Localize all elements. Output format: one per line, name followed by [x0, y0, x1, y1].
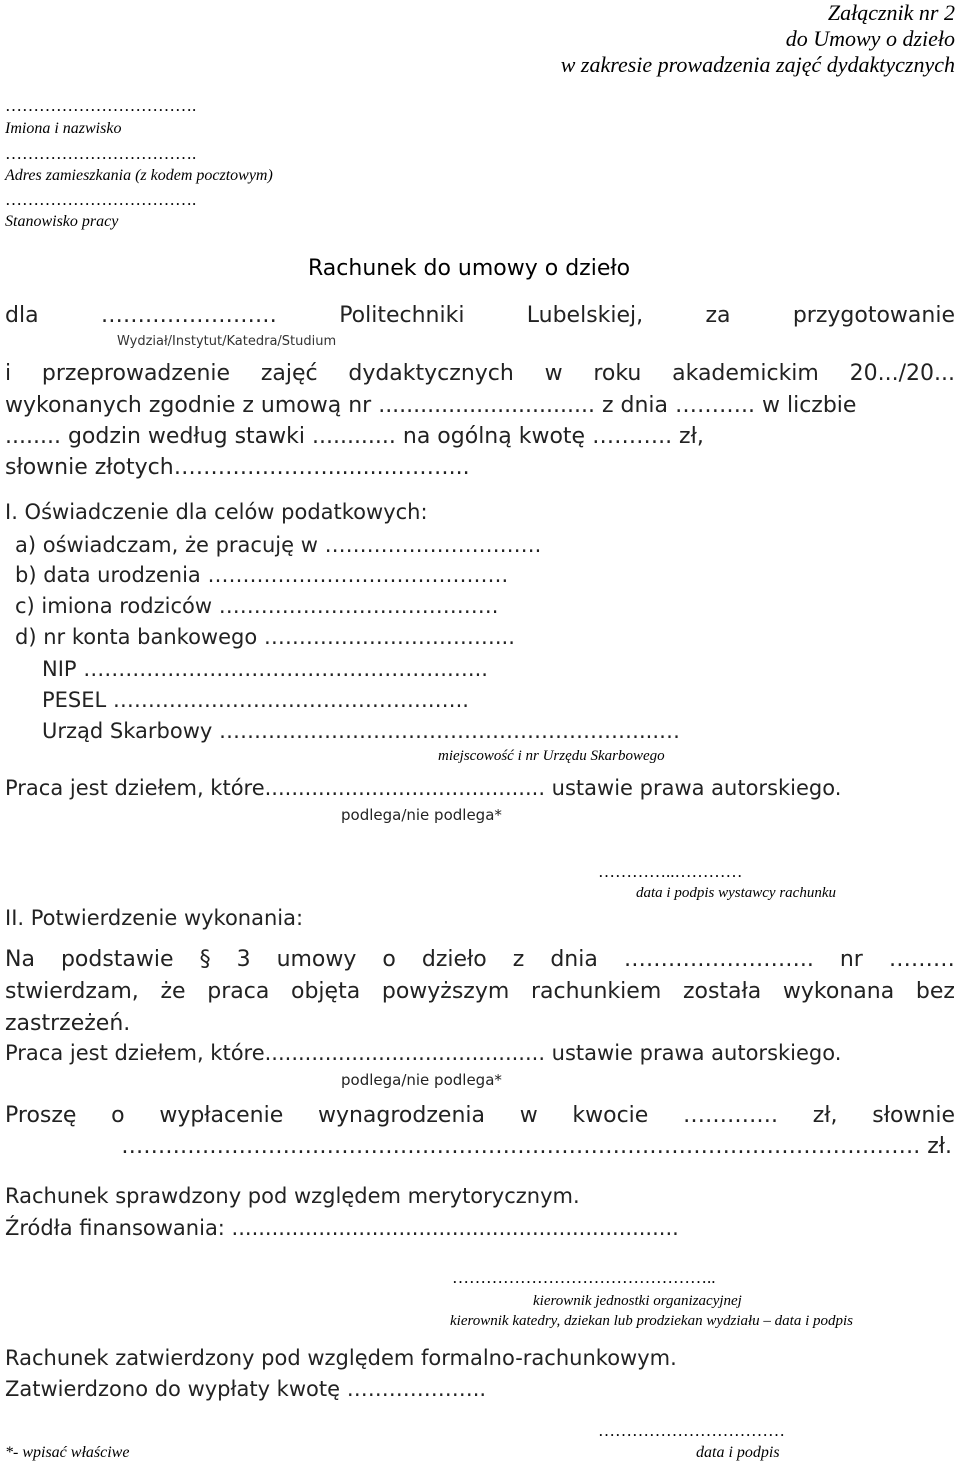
section-2-applies-label: podlega/nie podlega* [341, 1071, 502, 1089]
s2-word: powyższym [381, 979, 510, 1004]
formal-approval-line: Rachunek zatwierdzony pod względem formalno-rachunkowym. [5, 1346, 677, 1370]
intro-line-1 [5, 303, 955, 328]
s2-word: dnia [550, 947, 598, 972]
s2-word: wynagrodzenia [317, 1103, 485, 1128]
s2-word: stwierdzam, [5, 979, 139, 1004]
intro-year: 20.../20... [849, 361, 955, 386]
name-dots: ……………………………. [5, 96, 197, 115]
manager-sign-label-2: kierownik katedry, dziekan lub prodziekan wydziału – data i podpis [450, 1313, 854, 1329]
intro-word: zajęć [260, 361, 318, 386]
s2-word: o [111, 1103, 125, 1128]
s2-word: bez [915, 979, 955, 1004]
section-1-item-b: b) data urodzenia ……………………………………. [15, 563, 509, 587]
s2-word: wypłacenie [159, 1103, 284, 1128]
intro-word: Politechniki [339, 303, 465, 328]
department-label: Wydział/Instytut/Katedra/Studium [117, 334, 337, 349]
annex-line-1: Załącznik nr 2 [827, 0, 955, 25]
s2-dots: …………. [683, 1103, 779, 1128]
section-1-item-d: d) nr konta bankowego ……………………………... [15, 625, 515, 649]
s2-word: o [382, 947, 396, 972]
section-1-item-c: c) imiona rodziców …………………………………. [15, 594, 499, 618]
s2-word: z [512, 947, 525, 972]
s2-word: § [199, 947, 211, 972]
annex-line-3: w zakresie prowadzenia zajęć dydaktycznych [560, 52, 955, 77]
intro-line-4: ........ godzin według stawki ............ na ogólną kwotę ……….. zł, [5, 424, 704, 449]
merit-check-line: Rachunek sprawdzony pod względem merytorycznym. [5, 1184, 580, 1208]
section-2-copyright: Praca jest dziełem, które.......................................... ustawie prawa autorskiego. [5, 1041, 842, 1065]
intro-word: przygotowanie [792, 303, 955, 328]
s2-word: że [160, 979, 186, 1004]
intro-word: dla [5, 303, 39, 328]
section-2-line-2 [5, 979, 955, 1004]
s2-word: Proszę [5, 1103, 77, 1128]
section-1-tax-office: Urząd Skarbowy ……………………………………………………...… [42, 719, 681, 743]
s2-word: Na [5, 947, 35, 972]
s2-word: została [682, 979, 762, 1004]
s2-word: dzieło [421, 947, 487, 972]
section-2-line-3: zastrzeżeń. [5, 1011, 131, 1036]
intro-word: dydaktycznych [348, 361, 514, 386]
intro-word: Lubelskiej, [526, 303, 644, 328]
manager-sign-label-1: kierownik jednostki organizacyjnej [533, 1293, 742, 1309]
s2-dots: …………………….. [623, 947, 814, 972]
section-1-copyright: Praca jest dziełem, które.......................................... ustawie prawa autorskiego. [5, 776, 842, 800]
final-sign-dots: …………………………… [598, 1421, 785, 1440]
name-label: Imiona i nazwisko [5, 120, 122, 137]
s2-word: praca [207, 979, 270, 1004]
section-1-header: I. Oświadczenie dla celów podatkowych: [5, 500, 428, 524]
intro-word: w [544, 361, 563, 386]
intro-line-2 [5, 361, 955, 386]
s2-word: podstawie [60, 947, 174, 972]
section-2-header: II. Potwierdzenie wykonania: [5, 906, 304, 930]
annex-line-2: do Umowy o dzieło [785, 26, 955, 51]
document-title: Rachunek do umowy o dzieło [308, 256, 631, 281]
position-dots: ……………………………. [5, 190, 197, 209]
footnote: *- wpisać właściwe [5, 1444, 130, 1461]
section-1-applies-label: podlega/nie podlega* [341, 806, 502, 824]
intro-word: i [5, 361, 12, 386]
address-dots: ……………………………. [5, 144, 197, 163]
s2-word: słownie [872, 1103, 955, 1128]
section-2-line-1 [5, 947, 955, 972]
s2-word: nr [839, 947, 863, 972]
position-label: Stanowisko pracy [5, 213, 119, 230]
intro-word: za [705, 303, 731, 328]
issuer-sign-label: data i podpis wystawcy rachunku [636, 885, 836, 901]
section-1-pesel: PESEL ……………………………………….….. [42, 688, 469, 712]
intro-dots: …………………… [100, 303, 277, 328]
intro-line-3: wykonanych zgodnie z umową nr ............................... z dnia ……….. w liczbie [5, 393, 857, 418]
s2-dots: ……… [888, 947, 955, 972]
intro-line-5: słownie złotych…………………...........……... [5, 455, 470, 480]
intro-word: przeprowadzenie [41, 361, 231, 386]
intro-word: akademickim [672, 361, 819, 386]
section-1-nip: NIP …………………………………………….…... [42, 657, 488, 681]
s2-word: kwocie [572, 1103, 649, 1128]
amount-words-line: ………………………………………………………………………………………………. zł. [121, 1134, 952, 1159]
s2-word: 3 [236, 947, 251, 972]
s2-word: umowy [276, 947, 357, 972]
s2-word: zł, [812, 1103, 838, 1128]
manager-sign-dots: ……………………………………….. [452, 1268, 716, 1287]
s2-word: objęta [291, 979, 361, 1004]
s2-word: rachunkiem [530, 979, 662, 1004]
address-label: Adres zamieszkania (z kodem pocztowym) [5, 167, 273, 184]
funding-sources-line: Źródła finansowania: ................................................................... [5, 1216, 679, 1240]
s2-word: wykonana [782, 979, 895, 1004]
issuer-sign-dots: …………..………… [598, 862, 743, 881]
s2-word: w [519, 1103, 538, 1128]
tax-office-label: miejscowość i nr Urzędu Skarbowego [438, 748, 665, 764]
approved-amount-line: Zatwierdzono do wypłaty kwotę ……………….. [5, 1377, 487, 1401]
payment-request-line [5, 1103, 955, 1128]
section-1-item-a: a) oświadczam, że pracuję w …………………………. [15, 533, 542, 557]
final-sign-label: data i podpis [696, 1444, 780, 1461]
intro-word: roku [593, 361, 642, 386]
